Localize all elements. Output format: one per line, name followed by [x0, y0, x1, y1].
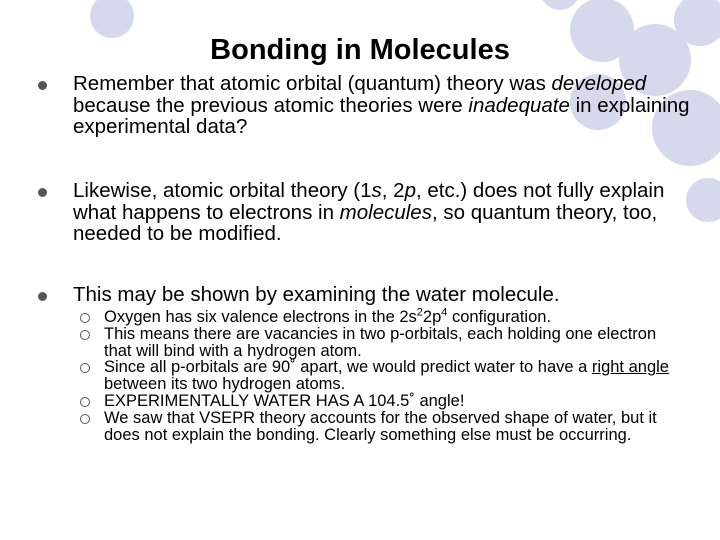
sub-bullet-list — [80, 306, 680, 444]
bullet-3-text: This may be shown by examining the water molecule. — [73, 283, 560, 306]
bullet-1-text: Remember that atomic orbital (quantum) theory was developed because the previous atomic theories were inadequate in explaining experimental data? — [73, 72, 690, 138]
bullet-dot-icon — [38, 188, 47, 197]
bullet-dot-icon — [38, 81, 47, 90]
sub-bullet-4: EXPERIMENTALLY WATER HAS A 104.5˚ angle! — [80, 393, 680, 410]
ring-bullet-icon — [80, 414, 90, 424]
sub-bullet-3: Since all p-orbitals are 90˚ apart, we would predict water to have a right angle between its two hydrogen atoms. — [80, 359, 680, 393]
ring-bullet-icon — [80, 397, 90, 407]
ring-bullet-icon — [80, 330, 90, 340]
ring-bullet-icon — [80, 313, 90, 323]
bullet-2 — [38, 180, 698, 250]
slide-title: Bonding in Molecules — [210, 34, 510, 66]
sub-bullet-1: Oxygen has six valence electrons in the $2s^22p^4$ configuration. — [80, 309, 680, 326]
bullet-3 — [38, 284, 698, 310]
bullet-1 — [38, 73, 698, 143]
bullet-dot-icon — [38, 292, 47, 301]
ring-bullet-icon — [80, 363, 90, 373]
sub-bullet-2: This means there are vacancies in two p-orbitals, each holding one electron that will bind with a hydrogen atom. — [80, 326, 680, 360]
sub-bullet-5: We saw that VSEPR theory accounts for the observed shape of water, but it does not explain the bonding. Clearly something else must be occurring. — [80, 410, 680, 444]
bullet-2-text: Likewise, atomic orbital theory (1s, 2p, etc.) does not fully explain what happens to electrons in molecules, so quantum theory, too, needed to be modified. — [73, 179, 665, 245]
